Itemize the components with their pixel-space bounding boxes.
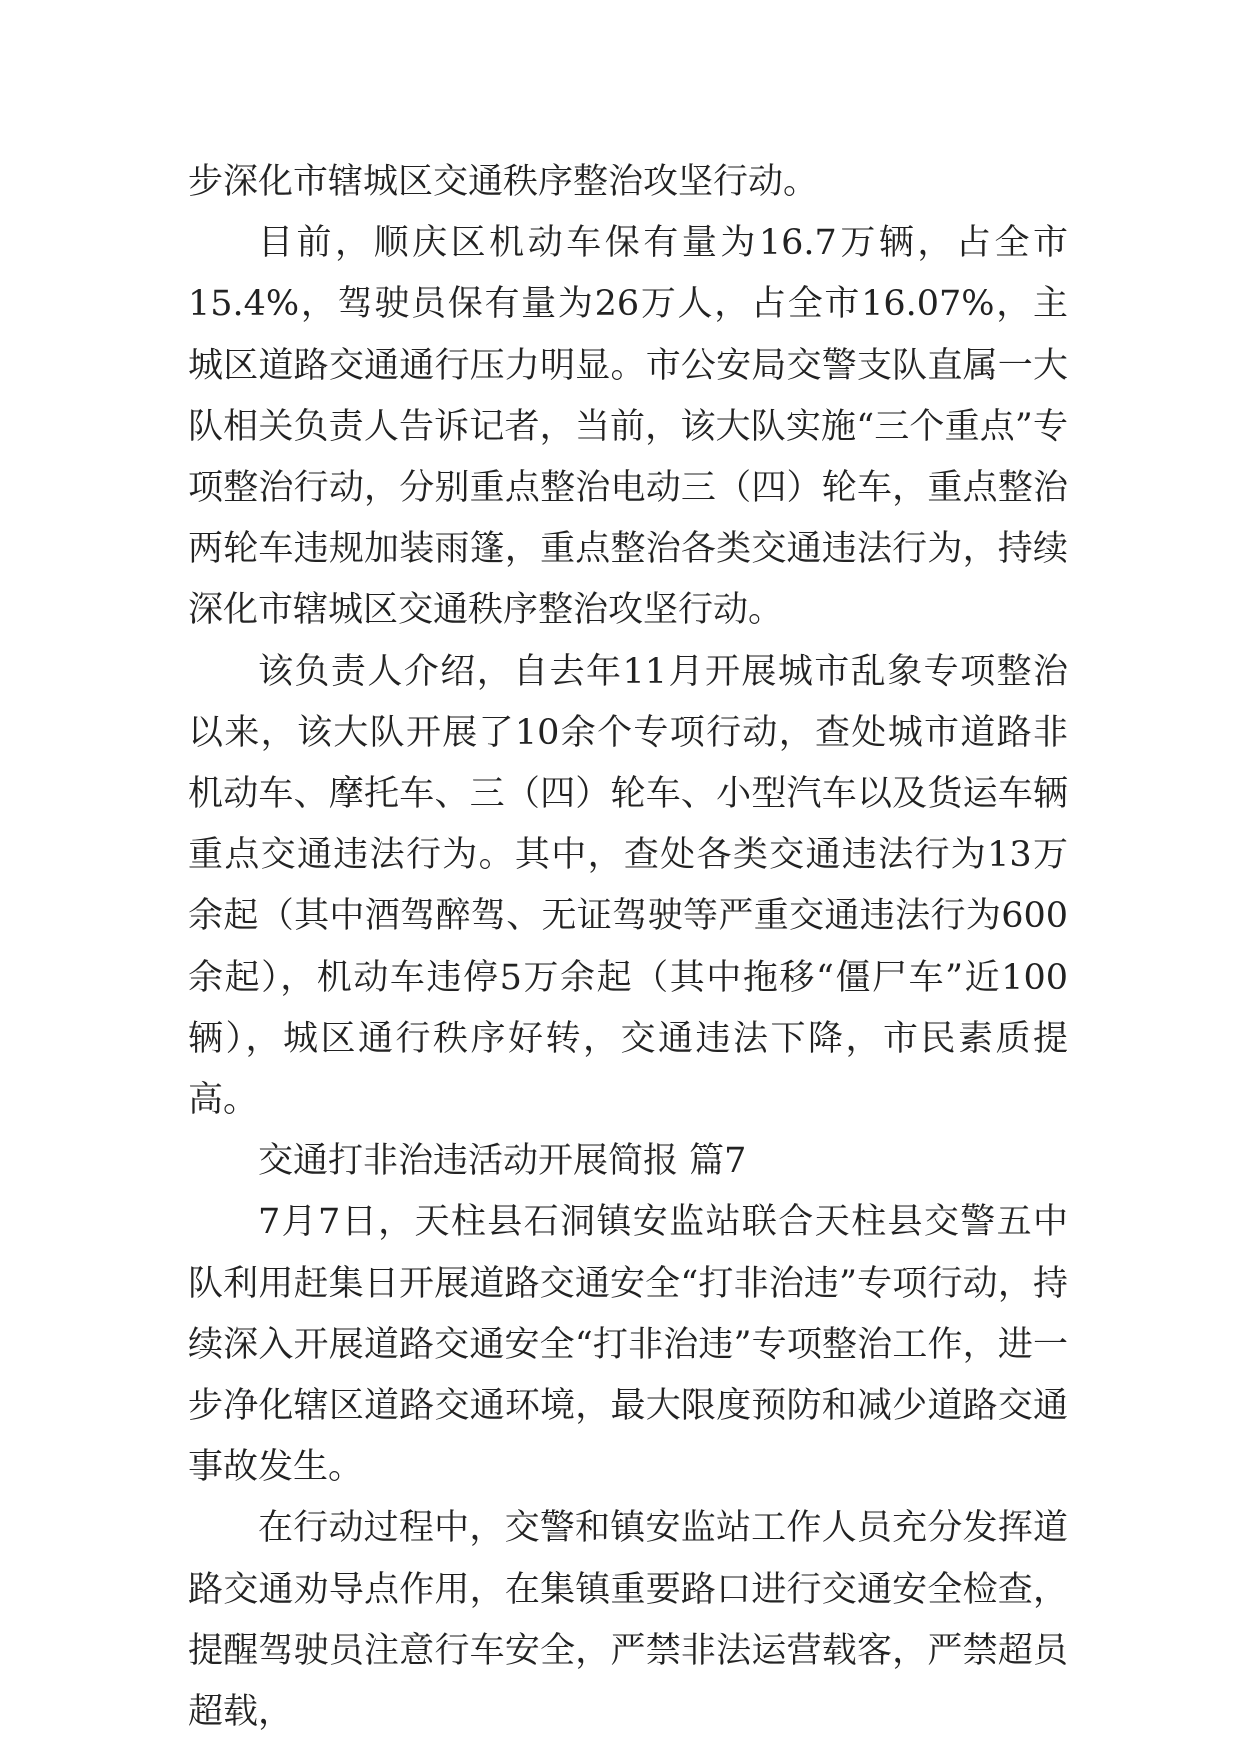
- paragraph-action-process: 在行动过程中，交警和镇安监站工作人员充分发挥道路交通劝导点作用，在集镇重要路口进行交通安全检查，提醒驾驶员注意行车安全，严禁非法运营载客，严禁超员超载，: [188, 1508, 1068, 1733]
- paragraph-enforcement-results: 该负责人介绍，自去年11月开展城市乱象专项整治以来，该大队开展了10余个专项行动，查处城市道路非机动车、摩托车、三（四）轮车、小型汽车以及货运车辆重点交通违法行为。其中，查处各类交通违法行为13万余起（其中酒驾醉驾、无证驾驶等严重交通违法行为600余起），机动车违停5万余起（其中拖移“僵尸车”近100辆），城区通行秩序好转，交通违法下降，市民素质提高。: [188, 651, 1068, 1121]
- paragraph-continuation: 步深化市辖城区交通秩序整治攻坚行动。: [188, 162, 819, 202]
- section-heading: 交通打非治违活动开展简报 篇7: [258, 1141, 747, 1182]
- document-body: [188, 152, 1068, 1743]
- paragraph-vehicle-statistics: 目前，顺庆区机动车保有量为16.7万辆，占全市15.4%，驾驶员保有量为26万人，占全市16.07%，主城区道路交通通行压力明显。市公安局交警支队直属一大队相关负责人告诉记者，当前，该大队实施“三个重点”专项整治行动，分别重点整治电动三（四）轮车，重点整治两轮车违规加装雨篷，重点整治各类交通违法行为，持续深化市辖城区交通秩序整治攻坚行动。: [188, 223, 1068, 631]
- paragraph-tianzhu-action: 7月7日，天柱县石洞镇安监站联合天柱县交警五中队利用赶集日开展道路交通安全“打非治违”专项行动，持续深入开展道路交通安全“打非治违”专项整治工作，进一步净化辖区道路交通环境，最大限度预防和减少道路交通事故发生。: [188, 1202, 1068, 1488]
